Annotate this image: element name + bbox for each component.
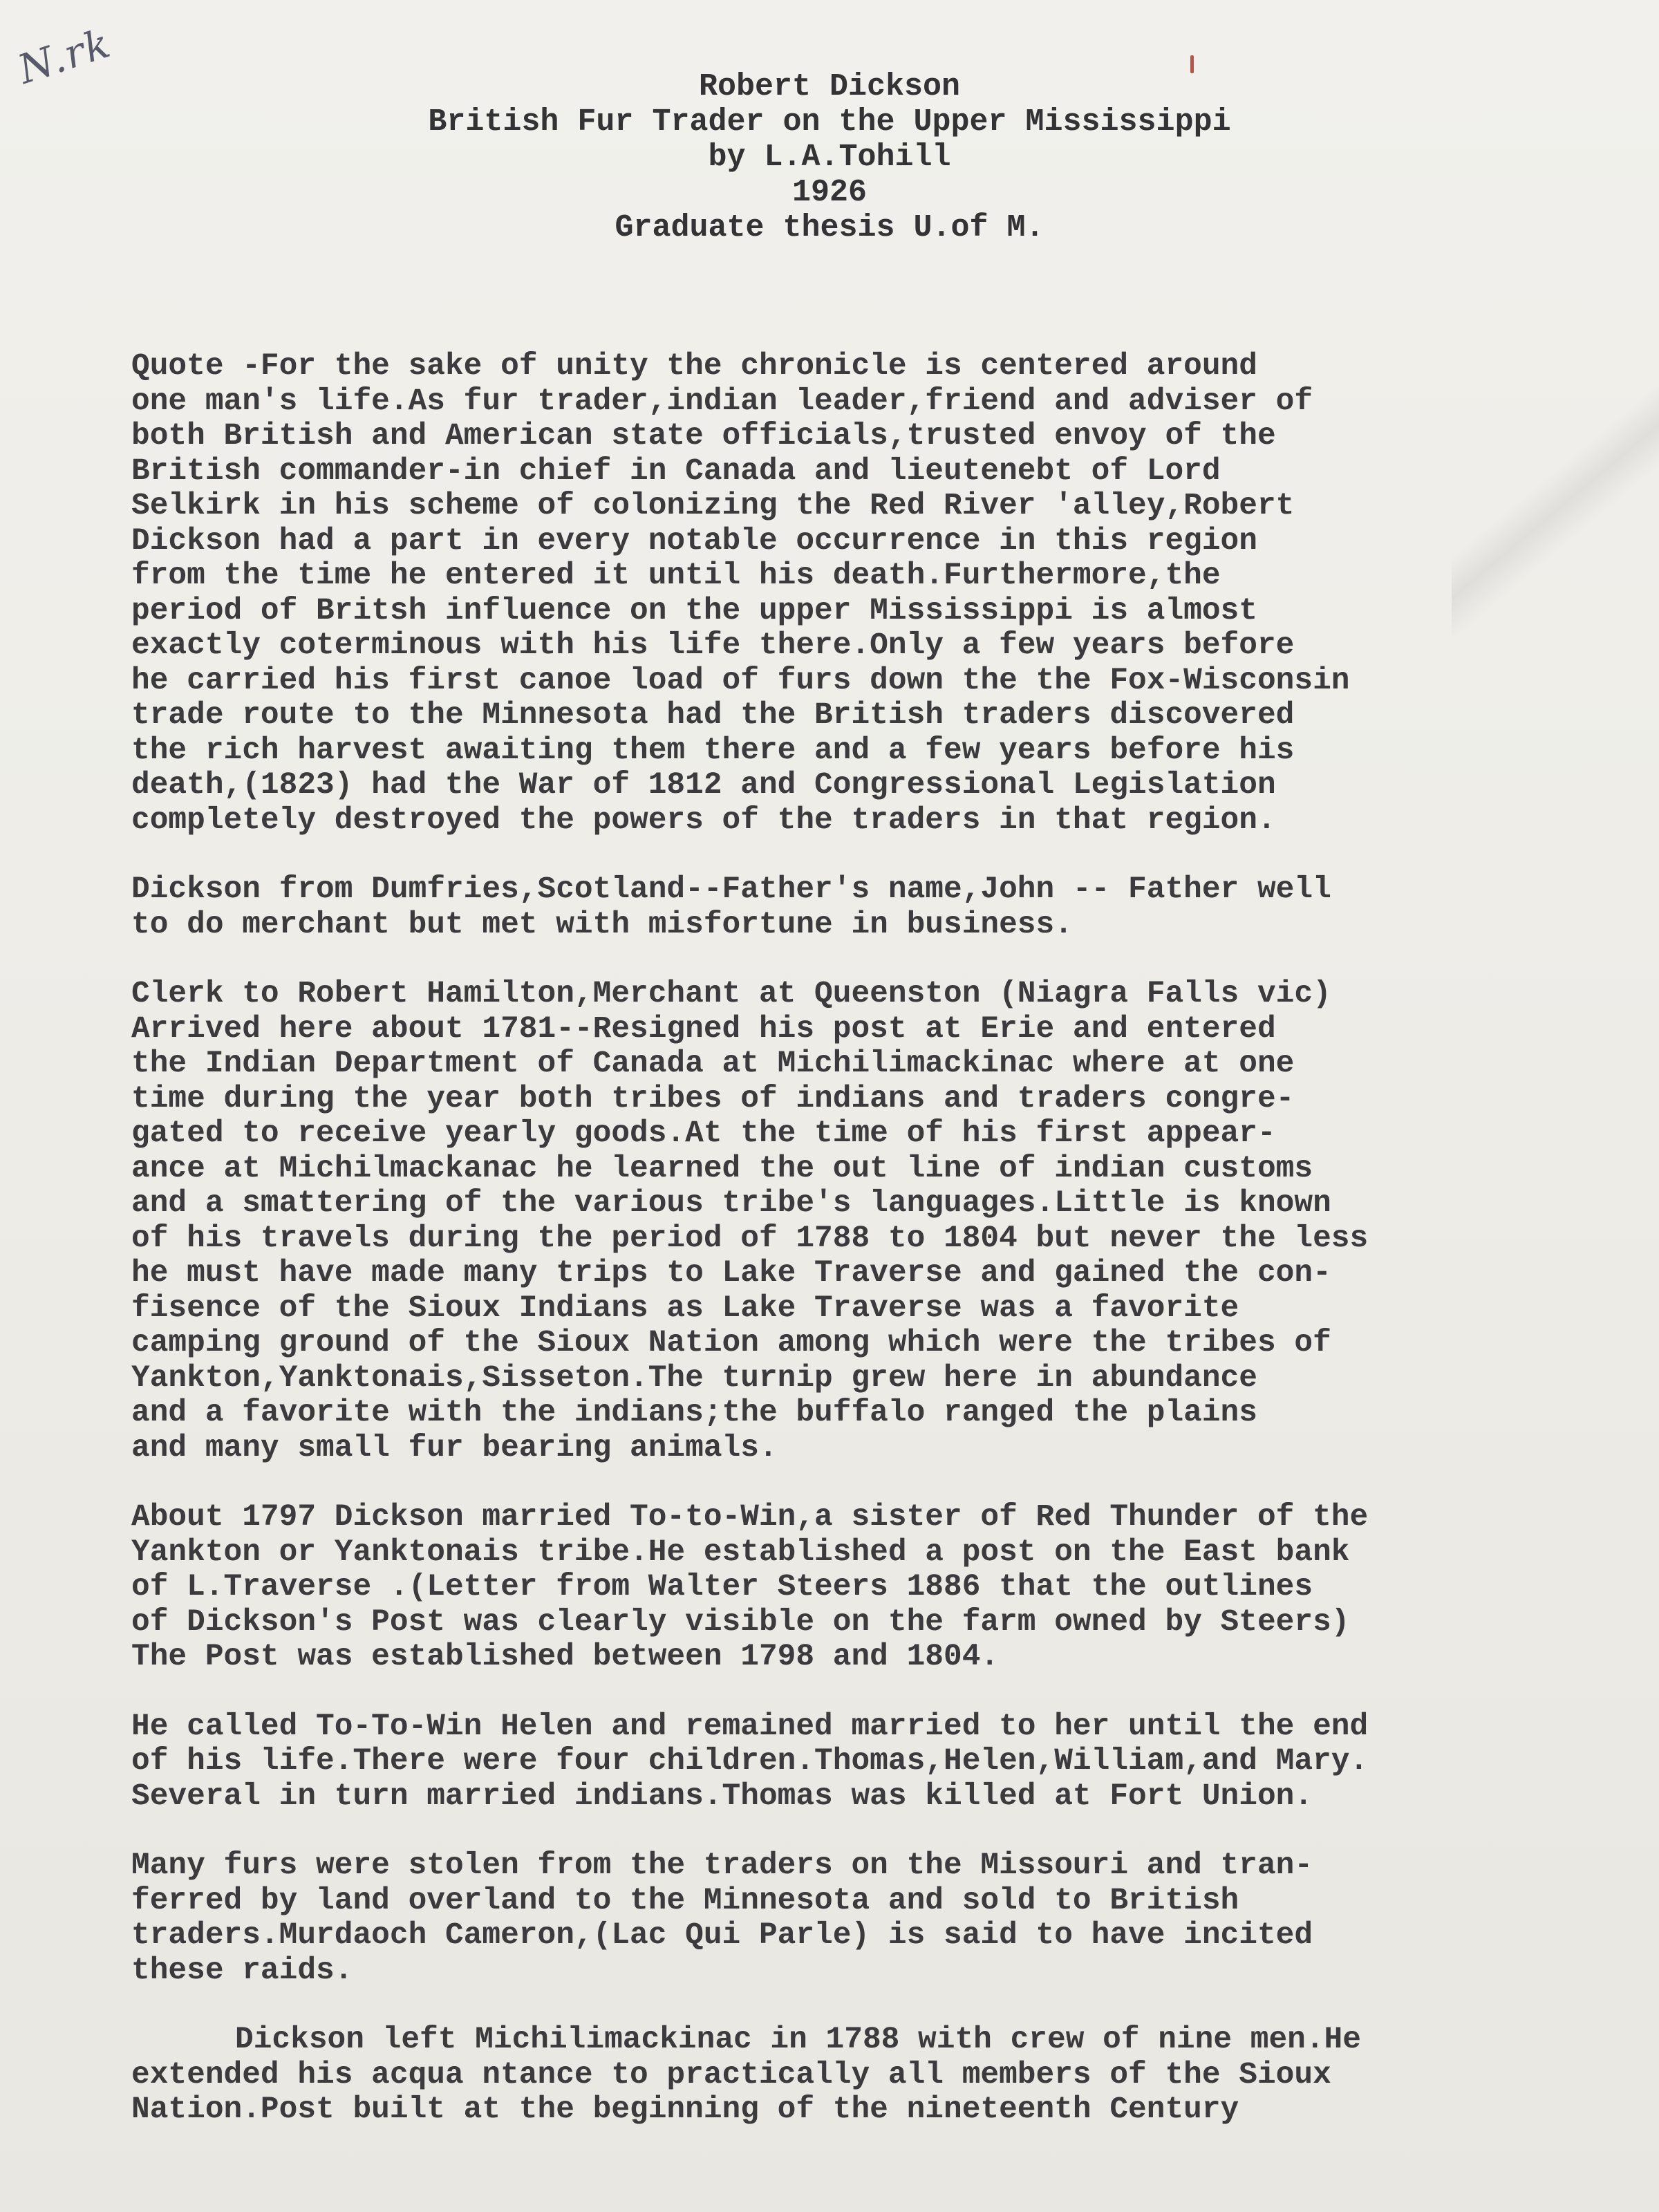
handwritten-margin-note: N.rk [12,19,117,93]
text-line: trade route to the Minnesota had the British traders discovered [131,698,1295,733]
text-line: one man's life.As fur trader,indian leader,friend and adviser of [131,384,1313,419]
text-line: of his travels during the period of 1788 to 1804 but never the less [131,1221,1369,1256]
text-line: exactly coterminous with his life there.Only a few years before [131,628,1295,663]
text-line: Clerk to Robert Hamilton,Merchant at Queenston (Niagra Falls vic) [131,977,1331,1011]
paragraph [131,1500,1569,1675]
text-line: the Indian Department of Canada at Michilimackinac where at one [131,1047,1295,1081]
text-line: he must have made many trips to Lake Traverse and gained the con- [131,1256,1331,1291]
title-subtitle: British Fur Trader on the Upper Mississippi [428,104,1231,140]
text-line: from the time he entered it until his death.Furthermore,the [131,559,1221,593]
text-line: of L.Traverse .(Letter from Walter Steers 1886 that the outlines [131,1570,1313,1604]
text-line: completely destroyed the powers of the traders in that region. [131,803,1276,838]
text-line: time during the year both tribes of indians and traders congre- [131,1081,1295,1116]
text-line: the rich harvest awaiting them there and a few years before his [131,733,1295,768]
document-title-block [0,69,1659,245]
text-line: and a smattering of the various tribe's languages.Little is known [131,1186,1331,1221]
text-line: ferred by land overland to the Minnesota and sold to British [131,1883,1239,1918]
text-line: Quote -For the sake of unity the chronicle is centered around [131,349,1257,384]
text-line: Many furs were stolen from the traders on the Missouri and tran- [131,1848,1313,1883]
text-line: Dickson left Michilimackinac in 1788 with crew of nine men.He [235,2023,1361,2057]
title-year: 1926 [791,175,868,210]
paragraph [131,977,1569,1465]
text-line: gated to receive yearly goods.At the time of his first appear- [131,1116,1276,1151]
text-line: and a favorite with the indians;the buffalo ranged the plains [131,1396,1257,1430]
paragraph [131,1848,1569,1988]
text-line: death,(1823) had the War of 1812 and Congressional Legislation [131,768,1276,803]
text-line: camping ground of the Sioux Nation among which were the tribes of [131,1326,1331,1360]
text-line: About 1797 Dickson married To-to-Win,a sister of Red Thunder of the [131,1500,1369,1535]
text-line: The Post was established between 1798 and 1804. [131,1640,1000,1674]
text-line: Arrived here about 1781--Resigned his post at Erie and entered [131,1011,1276,1047]
paragraph [131,1709,1569,1815]
text-line: Dickson from Dumfries,Scotland--Father's name,John -- Father well [131,872,1331,907]
text-line: to do merchant but met with misfortune in business. [131,907,1073,942]
text-line: he carried his first canoe load of furs down the the Fox-Wisconsin [131,663,1350,698]
text-line: both British and American state officials,trusted envoy of the [131,419,1276,453]
text-line: period of Britsh influence on the upper Mississippi is almost [131,593,1257,628]
text-line: Nation.Post built at the beginning of the nineteenth Century [131,2092,1239,2127]
text-line: these raids. [131,1953,353,1988]
text-line: of Dickson's Post was clearly visible on the farm owned by Steers) [131,1604,1350,1640]
paragraph [131,2023,1569,2128]
text-line: Dickson had a part in every notable occurrence in this region [131,523,1257,559]
text-line: traders.Murdaoch Cameron,(Lac Qui Parle) is said to have incited [131,1918,1313,1953]
text-line: Yankton,Yanktonais,Sisseton.The turnip grew here in abundance [131,1360,1257,1396]
paragraph [131,872,1569,942]
text-line: Selkirk in his scheme of colonizing the Red River 'alley,Robert [131,489,1295,523]
text-line: Several in turn married indians.Thomas was killed at Fort Union. [131,1779,1313,1814]
text-line: ance at Michilmackanac he learned the out line of indian customs [131,1151,1313,1186]
text-line: British commander-in chief in Canada and lieutenebt of Lord [131,453,1221,489]
title-source: Graduate thesis U.of M. [615,210,1044,245]
text-line: of his life.There were four children.Thomas,Helen,William,and Mary. [131,1744,1369,1779]
text-line: He called To-To-Win Helen and remained married to her until the end [131,1709,1369,1744]
title-author: by L.A.Tohill [708,140,951,175]
title-name: Robert Dickson [698,69,961,104]
paragraph [131,349,1569,838]
document-body [131,349,1569,2162]
text-line: extended his acqua ntance to practically all members of the Sioux [131,2057,1331,2092]
text-line: Yankton or Yanktonais tribe.He established a post on the East bank [131,1535,1350,1570]
text-line: and many small fur bearing animals. [131,1430,778,1465]
text-line: fisence of the Sioux Indians as Lake Traverse was a favorite [131,1291,1239,1326]
